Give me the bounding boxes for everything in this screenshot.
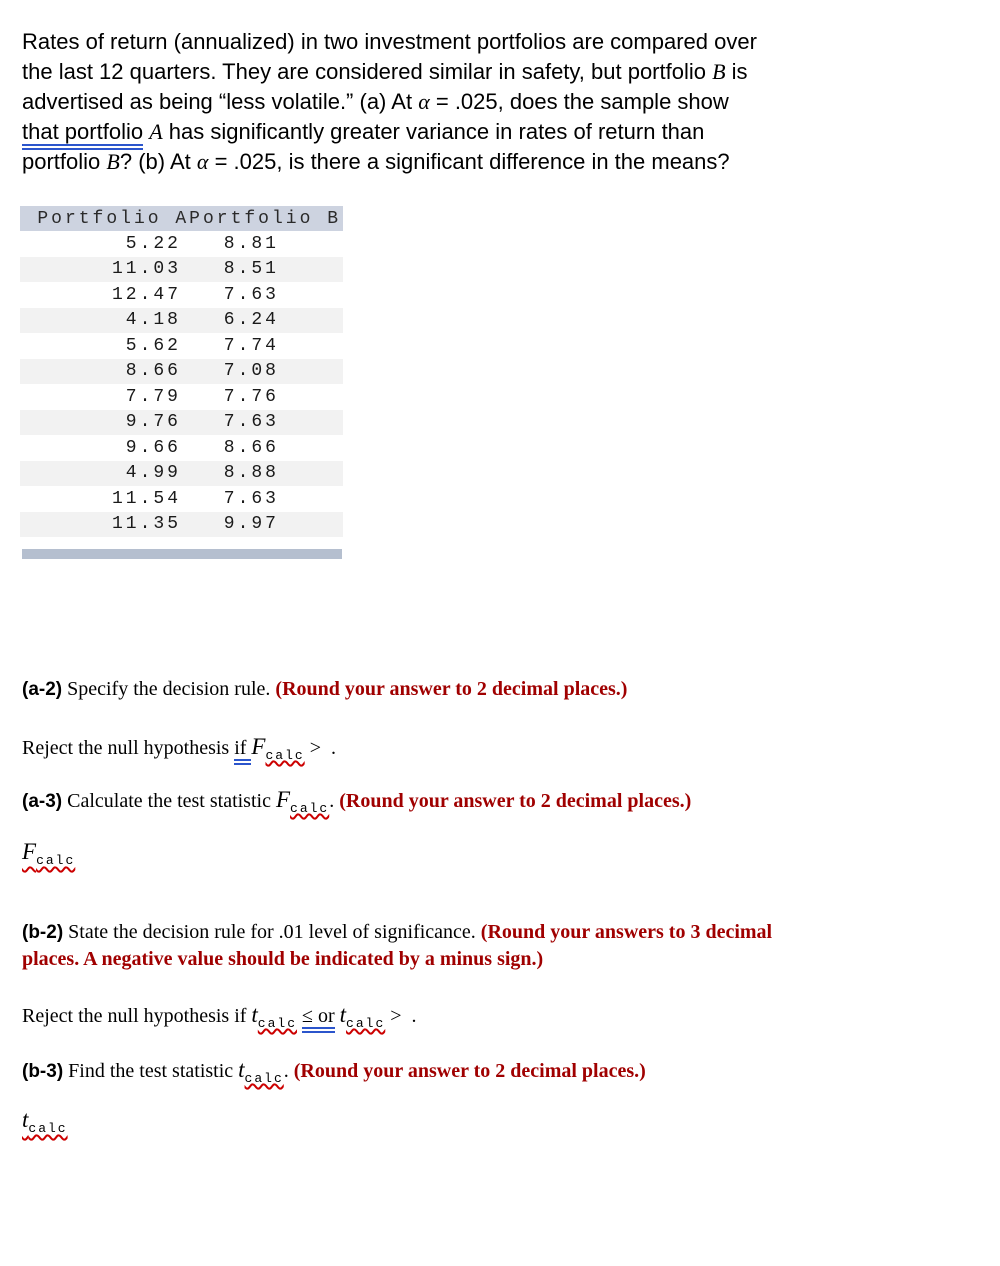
problem-line: [22, 147, 757, 177]
text-segment: B: [712, 59, 726, 84]
question-a3: [22, 786, 691, 822]
text-segment: has significantly greater variance in rates of return than: [162, 119, 705, 144]
text-segment: (b-2): [22, 922, 64, 943]
text-segment: (Round your answer to 2 decimal places.): [275, 678, 628, 700]
table-row: [20, 435, 343, 461]
text-segment: > .: [385, 1005, 417, 1027]
text-segment: ? (b) At: [119, 149, 197, 174]
problem-line: [22, 27, 757, 57]
table-row: [20, 461, 343, 487]
table-body: [20, 231, 343, 537]
text-segment: F: [275, 787, 291, 812]
cell-portfolio-a: 11.35: [111, 514, 181, 535]
text-segment: places. A negative value should be indicated by a minus sign.): [22, 948, 544, 970]
cell-portfolio-a: 7.79: [125, 386, 181, 407]
cell-portfolio-b: 7.08: [223, 361, 279, 382]
horizontal-scrollbar[interactable]: [22, 549, 342, 559]
text-segment: Rates of return (annualized) in two investment portfolios are compared over: [22, 29, 757, 54]
column-header-portfolio-a: Portfolio A: [37, 208, 190, 229]
cell-portfolio-a: 12.47: [111, 284, 181, 305]
text-segment: (Round your answer to 2 decimal places.): [339, 790, 692, 812]
text-segment: F: [251, 734, 266, 759]
cell-portfolio-b: 7.63: [223, 284, 279, 305]
cell-portfolio-b: 7.63: [223, 488, 279, 509]
table-row: [20, 486, 343, 512]
text-segment: F: [22, 839, 37, 864]
f-calc-label: [22, 838, 75, 874]
text-segment: is: [725, 59, 748, 84]
cell-portfolio-a: 4.99: [125, 463, 181, 484]
text-segment: (a-2): [22, 679, 63, 700]
text-segment: calc: [28, 1121, 68, 1136]
decision-rule-f: [22, 733, 336, 769]
text-segment: Specify the decision rule.: [62, 678, 276, 700]
table-row: [20, 384, 343, 410]
cell-portfolio-a: 9.66: [125, 437, 181, 458]
text-segment: calc: [257, 1016, 298, 1031]
question-a2: [22, 676, 627, 703]
text-segment: .: [283, 1060, 294, 1082]
question-b3: [22, 1056, 646, 1092]
text-segment: = .025, does the sample show: [429, 89, 729, 114]
table-row: [20, 231, 343, 257]
cell-portfolio-a: 4.18: [125, 310, 181, 331]
text-segment: t: [22, 1107, 29, 1132]
column-header-portfolio-b: Portfolio B: [189, 208, 341, 229]
header-row: [20, 206, 343, 231]
text-segment: = .025, is there a significant difference in the means?: [208, 149, 730, 174]
cell-portfolio-b: 8.66: [223, 437, 279, 458]
text-segment: calc: [290, 801, 330, 816]
text-segment: Calculate the test statistic: [62, 790, 276, 812]
table-row: [20, 257, 343, 283]
text-segment: calc: [36, 853, 76, 868]
cell-portfolio-b: 7.63: [223, 412, 279, 433]
cell-portfolio-a: 8.66: [125, 361, 181, 382]
cell-portfolio-b: 8.88: [223, 463, 279, 484]
cell-portfolio-a: 9.76: [125, 412, 181, 433]
problem-line: [22, 57, 757, 87]
table-row: [20, 359, 343, 385]
cell-portfolio-b: 8.81: [223, 233, 279, 254]
text-segment: State the decision rule for .01 level of significance.: [63, 921, 481, 943]
text-segment: calc: [265, 748, 305, 763]
cell-portfolio-b: 7.76: [223, 386, 279, 407]
question-b2-line1: [22, 919, 932, 946]
text-segment: t: [339, 1002, 347, 1027]
text-segment: the last 12 quarters. They are considered similar in safety, but portfolio: [22, 59, 713, 84]
cell-portfolio-a: 5.22: [125, 233, 181, 254]
table-header: [20, 206, 343, 231]
cell-portfolio-a: 11.03: [111, 259, 181, 280]
text-segment: α: [196, 149, 209, 174]
question-b2-line2: [22, 946, 932, 973]
text-segment: A: [149, 119, 163, 144]
problem-line: [22, 87, 757, 117]
text-segment: calc: [244, 1071, 284, 1086]
text-segment: .: [329, 790, 340, 812]
table-row: [20, 282, 343, 308]
problem-statement: [22, 27, 757, 177]
text-segment: α: [418, 89, 430, 114]
text-segment: Find the test statistic: [63, 1060, 239, 1082]
table-row: [20, 333, 343, 359]
cell-portfolio-b: 6.24: [223, 310, 279, 331]
cell-portfolio-b: 9.97: [223, 514, 279, 535]
text-segment: B: [106, 149, 120, 174]
text-segment: advertised as being “less volatile.” (a) At: [22, 89, 419, 114]
question-b2: [22, 919, 932, 973]
text-segment: t: [251, 1002, 258, 1027]
cell-portfolio-a: 5.62: [125, 335, 181, 356]
cell-portfolio-b: 7.74: [223, 335, 279, 356]
cell-portfolio-b: 8.51: [223, 259, 279, 280]
text-segment: portfolio: [22, 149, 107, 174]
cell-portfolio-a: 11.54: [111, 488, 181, 509]
header-cell: [20, 206, 343, 231]
text-segment: calc: [346, 1016, 386, 1031]
table-row: [20, 308, 343, 334]
portfolio-returns-table: [20, 206, 343, 537]
t-calc-label: [22, 1106, 68, 1142]
table-row: [20, 410, 343, 436]
text-segment: Reject the null hypothesis: [22, 737, 235, 759]
text-segment: > .: [304, 737, 336, 759]
text-segment: ≤ or: [302, 1005, 335, 1033]
problem-line: [22, 117, 757, 147]
text-segment: Reject the null hypothesis if: [22, 1005, 252, 1027]
decision-rule-t: [22, 1001, 417, 1037]
text-segment: (a-3): [22, 791, 63, 812]
table-row: [20, 512, 343, 538]
text-segment: (Round your answers to 3 decimal: [480, 921, 773, 943]
text-segment: (b-3): [22, 1061, 64, 1082]
text-segment: (Round your answer to 2 decimal places.): [293, 1060, 646, 1082]
text-segment: that portfolio: [22, 119, 143, 150]
text-segment: if: [234, 737, 251, 765]
text-segment: t: [238, 1057, 245, 1082]
